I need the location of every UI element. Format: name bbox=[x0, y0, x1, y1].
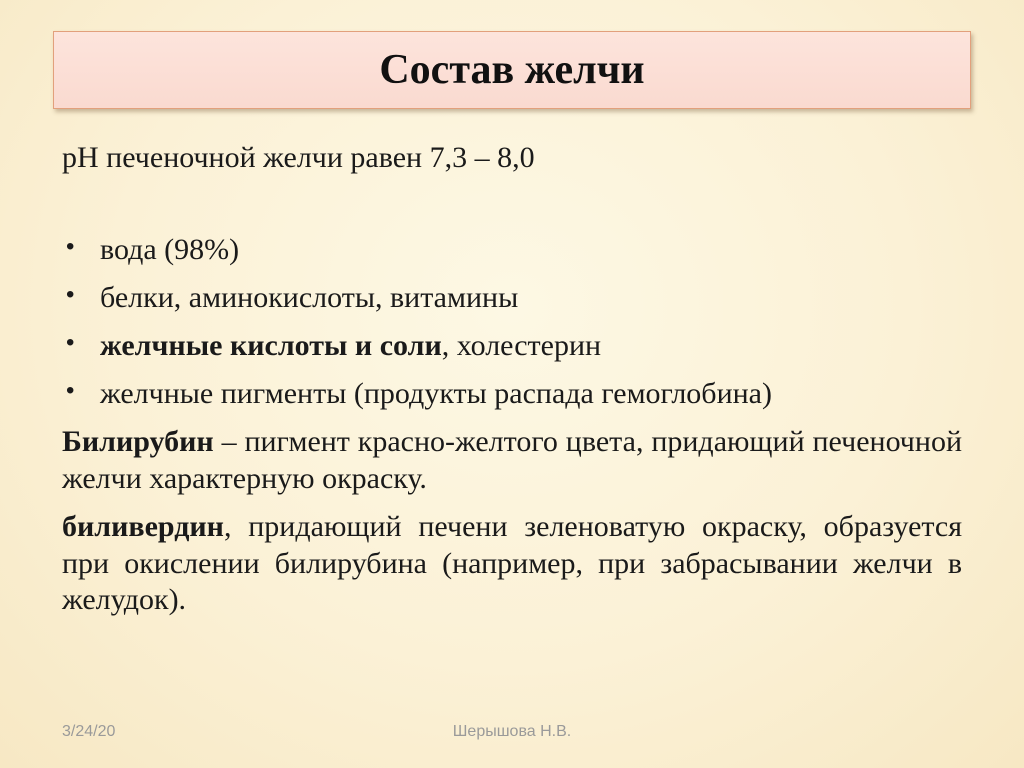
bullet-text: желчные пигменты (продукты распада гемоглобина) bbox=[100, 377, 772, 410]
bullet-text: , холестерин bbox=[441, 329, 602, 362]
bullet-item-pigments bbox=[62, 376, 962, 424]
biliverdin-description: , придающий печени зеленоватую окраску, образуется при окислении билирубина (например, при забрасывании желчи в желудок). bbox=[62, 510, 962, 617]
footer-author: Шерышова Н.В. bbox=[452, 723, 572, 740]
ph-line: pH печеночной желчи равен 7,3 – 8,0 bbox=[62, 141, 535, 174]
bullet-text: белки, аминокислоты, витамины bbox=[100, 281, 519, 314]
bullet-marker: • bbox=[66, 329, 75, 356]
bullet-bold-text: желчные кислоты и соли bbox=[100, 329, 442, 362]
bullet-text: вода (98%) bbox=[100, 233, 240, 266]
bilirubin-description: – пигмент красно-желтого цвета, придающий печеночной желчи характерную окраску. bbox=[62, 425, 962, 495]
bullet-item-proteins bbox=[62, 280, 962, 328]
slide-title: Состав желчи bbox=[379, 47, 645, 93]
bilirubin-paragraph bbox=[62, 424, 962, 497]
biliverdin-term: биливердин bbox=[62, 510, 224, 544]
bullet-item-water bbox=[62, 232, 962, 280]
bullet-list bbox=[62, 232, 962, 424]
biliverdin-paragraph bbox=[62, 509, 962, 619]
spacer bbox=[62, 182, 962, 232]
bullet-marker: • bbox=[66, 233, 75, 260]
bilirubin-term: Билирубин bbox=[62, 425, 214, 458]
bullet-marker: • bbox=[66, 377, 75, 404]
slide-title-box bbox=[53, 31, 971, 109]
bullet-item-bile-acids bbox=[62, 328, 962, 376]
bullet-marker: • bbox=[66, 281, 75, 308]
slide-content bbox=[62, 140, 962, 619]
footer-date: 3/24/20 bbox=[62, 723, 116, 740]
